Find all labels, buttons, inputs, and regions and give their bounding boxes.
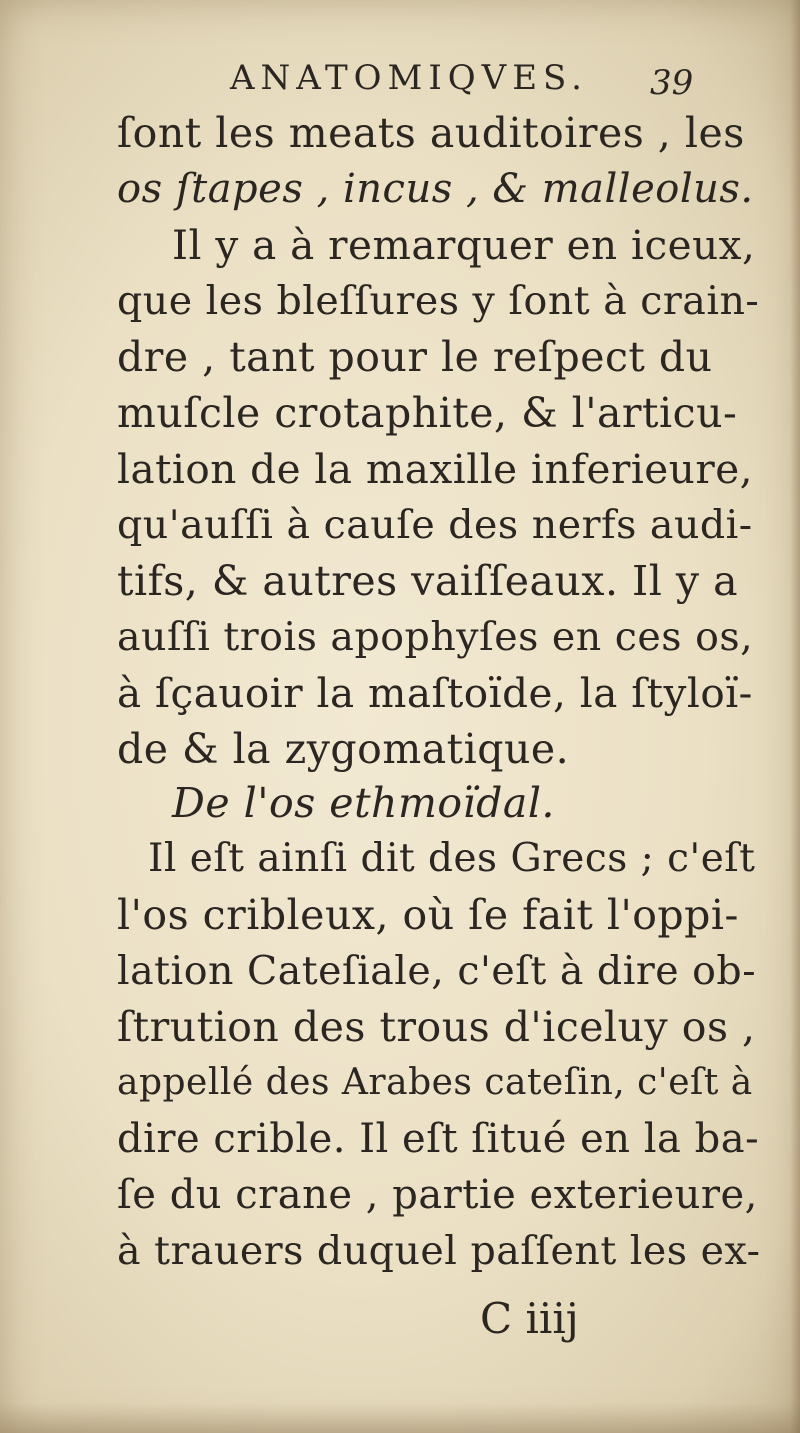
text-line-17: ſtrution des trous d'iceluy os , bbox=[117, 1003, 756, 1051]
text-line-9: tifs, & autres vaiſſeaux. Il y a bbox=[117, 557, 739, 605]
section-heading: De l'os ethmoïdal. bbox=[172, 779, 555, 827]
running-head: ANATOMIQVES. bbox=[230, 58, 588, 98]
text-line-8: qu'auſſi à cauſe des nerfs audi- bbox=[117, 502, 753, 548]
text-line-5: dre , tant pour le reſpect du bbox=[117, 333, 713, 381]
text-line-4: que les bleſſures y ſont à crain- bbox=[117, 278, 760, 324]
text-line-11: à ſçauoir la maſtoïde, la ſtyloï- bbox=[117, 669, 753, 717]
text-line-12: de & la zygomatique. bbox=[117, 725, 570, 773]
text-line-14: Il eſt ainſi dit des Grecs ; c'eſt bbox=[148, 836, 756, 881]
text-line-20: ſe du crane , partie exterieure, bbox=[117, 1172, 758, 1218]
text-line-2: os ſtapes , incus , & malleolus. bbox=[117, 166, 754, 212]
text-line-10: auſſi trois apophyſes en ces os, bbox=[117, 614, 754, 660]
text-line-6: muſcle crotaphite, & l'articu- bbox=[117, 389, 738, 437]
text-line-15: l'os cribleux, où ſe fait l'oppi- bbox=[117, 891, 739, 939]
page-edge-shadow bbox=[790, 0, 800, 1433]
text-line-7: lation de la maxille inferieure, bbox=[117, 445, 754, 493]
text-line-18: appellé des Arabes cateſin, c'eſt à bbox=[117, 1062, 753, 1103]
signature-mark: C iiij bbox=[480, 1294, 579, 1343]
page-bottom-shadow bbox=[0, 1403, 800, 1433]
text-line-21: à trauers duquel paſſent les ex- bbox=[117, 1228, 761, 1274]
text-line-3: Il y a à remarquer en iceux, bbox=[172, 221, 756, 269]
text-line-16: lation Cateſiale, c'eſt à dire ob- bbox=[117, 948, 757, 994]
page-number: 39 bbox=[650, 63, 694, 103]
text-line-19: dire crible. Il eſt ſitué en la ba- bbox=[117, 1116, 760, 1162]
text-line-1: ſont les meats auditoires , les bbox=[117, 109, 745, 157]
